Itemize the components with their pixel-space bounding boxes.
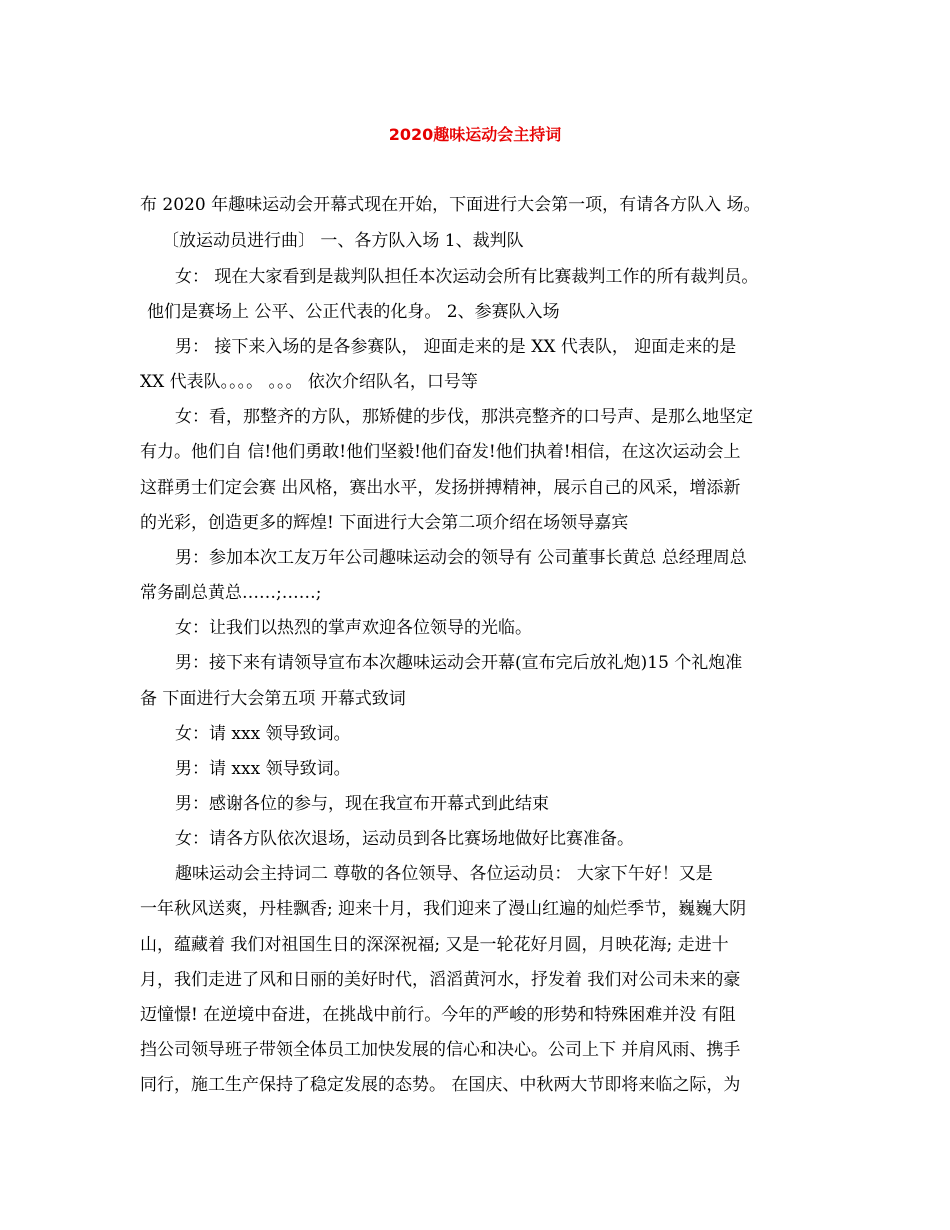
paragraph-line: 迈憧憬! 在逆境中奋进，在挑战中前行。今年的严峻的形势和特殊困难并没 有阻 [140,1005,736,1025]
paragraph-line: 月，我们走进了风和日丽的美好时代，滔滔黄河水，抒发着 我们对公司未来的豪 [140,970,741,990]
paragraph-line: 女： 现在大家看到是裁判队担任本次运动会所有比赛裁判工作的所有裁判员。 [175,267,759,287]
paragraph-line: 女：看，那整齐的方队，那矫健的步伐，那洪亮整齐的口号声、是那么地坚定 [175,407,753,427]
paragraph-line: XX 代表队。。。。 。。。 依次介绍队名，口号等 [140,372,478,392]
paragraph-line: 有力。他们自 信!他们勇敢!他们坚毅!他们奋发!他们执着!相信，在这次运动会上 [140,442,741,462]
paragraph-line: 的光彩，创造更多的辉煌! 下面进行大会第二项介绍在场领导嘉宾 [140,513,629,533]
paragraph-line: 男：请 xxx 领导致词。 [175,759,351,779]
paragraph-line: 山，蕴藏着 我们对祖国生日的深深祝福; 又是一轮花好月圆，月映花海; 走进十 [140,935,729,955]
paragraph-line: 趣味运动会主持词二 尊敬的各位领导、各位运动员： 大家下午好！又是 [175,864,713,884]
paragraph-line: 备 下面进行大会第五项 开幕式致词 [140,689,406,709]
paragraph-line: 男：感谢各位的参与，现在我宣布开幕式到此结束 [175,794,549,814]
paragraph-line: 挡公司领导班子带领全体员工加快发展的信心和决心。公司上下 并肩风雨、携手 [140,1040,741,1060]
paragraph-line: 男：接下来有请领导宣布本次趣味运动会开幕(宣布完后放礼炮)15 个礼炮准 [175,653,743,673]
paragraph-line: 他们是赛场上 公平、公正代表的化身。 2、参赛队入场 [147,302,560,322]
paragraph-line: 〔放运动员进行曲〕 一、各方队入场 1、裁判队 [162,231,524,251]
paragraph-line: 男： 接下来入场的是各参赛队， 迎面走来的是 XX 代表队， 迎面走来的是 [175,337,737,357]
paragraph-line: 同行，施工生产保持了稳定发展的态势。 在国庆、中秋两大节即将来临之际，为 [140,1075,741,1095]
paragraph-line: 女：请各方队依次退场，运动员到各比赛场地做好比赛准备。 [175,829,634,849]
paragraph-line: 这群勇士们定会赛 出风格，赛出水平，发扬拼搏精神，展示自己的风采，增添新 [140,478,741,498]
paragraph-line: 布 2020 年趣味运动会开幕式现在开始，下面进行大会第一项，有请各方队入 场。 [140,195,761,215]
paragraph-line: 男：参加本次工友万年公司趣味运动会的领导有 公司董事长黄总 总经理周总 [175,548,747,568]
paragraph-line: 女：请 xxx 领导致词。 [175,724,351,744]
paragraph-line: 常务副总黄总……;……; [140,583,322,603]
paragraph-line: 一年秋风送爽，丹桂飘香; 迎来十月，我们迎来了漫山红遍的灿烂季节，巍巍大阴 [140,899,747,919]
paragraph-line: 女：让我们以热烈的掌声欢迎各位领导的光临。 [175,618,532,638]
document-title: 2020趣味运动会主持词 [388,125,562,144]
